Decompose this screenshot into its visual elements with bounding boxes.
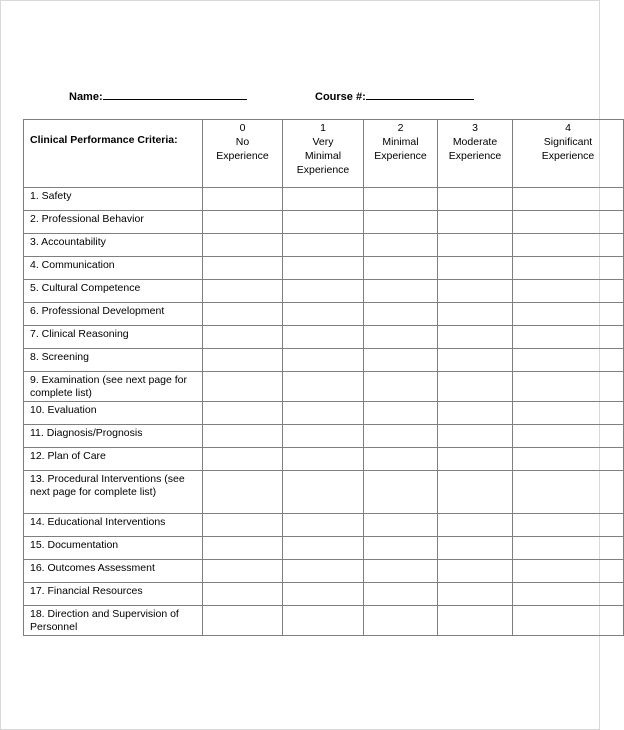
name-label: Name: [69,91,103,103]
criteria-label: 1. Safety [24,188,203,211]
rating-cell[interactable] [203,583,283,606]
criteria-label: 3. Accountability [24,234,203,257]
rating-cell[interactable] [364,471,438,514]
table-row [24,280,624,303]
table-row [24,234,624,257]
rating-cell[interactable] [513,211,624,234]
rating-cell[interactable] [283,303,364,326]
table-row [24,425,624,448]
criteria-label: 15. Documentation [24,537,203,560]
rating-cell[interactable] [513,326,624,349]
column-header: 1 Very Minimal Experience [283,120,364,188]
criteria-label: 6. Professional Development [24,303,203,326]
table-row [24,606,624,636]
rating-cell[interactable] [283,583,364,606]
performance-table-wrapper [23,119,600,633]
rating-cell[interactable] [364,303,438,326]
rating-cell[interactable] [203,234,283,257]
rating-cell[interactable] [513,257,624,280]
rating-cell[interactable] [513,402,624,425]
rating-cell[interactable] [203,448,283,471]
rating-cell[interactable] [203,402,283,425]
column-header: 4 Significant Experience [513,120,624,188]
rating-cell[interactable] [364,514,438,537]
rating-cell[interactable] [513,471,624,514]
rating-cell[interactable] [203,188,283,211]
rating-cell[interactable] [438,402,513,425]
course-label: Course #: [315,91,366,103]
rating-cell[interactable] [283,372,364,402]
rating-cell[interactable] [364,537,438,560]
rating-cell[interactable] [283,560,364,583]
rating-cell[interactable] [438,326,513,349]
criteria-label: 13. Procedural Interventions (see next page for complete list) [24,471,203,514]
table-row [24,188,624,211]
table-row [24,402,624,425]
rating-cell[interactable] [364,425,438,448]
table-row [24,514,624,537]
rating-cell[interactable] [364,188,438,211]
rating-cell[interactable] [364,402,438,425]
course-blank-line[interactable] [366,89,474,100]
rating-cell[interactable] [364,257,438,280]
rating-cell[interactable] [283,514,364,537]
table-row [24,326,624,349]
rating-cell[interactable] [203,514,283,537]
criteria-label: 9. Examination (see next page for complete list) [24,372,203,402]
rating-cell[interactable] [203,326,283,349]
rating-cell[interactable] [283,425,364,448]
table-row [24,372,624,402]
rating-cell[interactable] [283,280,364,303]
rating-cell[interactable] [513,425,624,448]
rating-cell[interactable] [438,211,513,234]
table-row [24,560,624,583]
rating-cell[interactable] [364,448,438,471]
rating-cell[interactable] [438,583,513,606]
criteria-label: 5. Cultural Competence [24,280,203,303]
rating-cell[interactable] [203,257,283,280]
criteria-label: 16. Outcomes Assessment [24,560,203,583]
rating-cell[interactable] [283,402,364,425]
rating-cell[interactable] [283,211,364,234]
criteria-label: 17. Financial Resources [24,583,203,606]
rating-cell[interactable] [203,372,283,402]
table-row [24,211,624,234]
rating-cell[interactable] [283,188,364,211]
rating-cell[interactable] [283,537,364,560]
table-row [24,537,624,560]
rating-cell[interactable] [283,606,364,636]
rating-cell[interactable] [513,514,624,537]
rating-cell[interactable] [513,583,624,606]
rating-cell[interactable] [438,349,513,372]
criteria-label: 8. Screening [24,349,203,372]
table-row [24,303,624,326]
criteria-header: Clinical Performance Criteria: [24,120,203,188]
rating-cell[interactable] [364,372,438,402]
rating-cell[interactable] [438,372,513,402]
name-field[interactable] [69,89,247,103]
rating-cell[interactable] [513,372,624,402]
rating-cell[interactable] [513,448,624,471]
rating-cell[interactable] [203,349,283,372]
criteria-label: 4. Communication [24,257,203,280]
criteria-label: 2. Professional Behavior [24,211,203,234]
rating-cell[interactable] [513,349,624,372]
table-row [24,349,624,372]
rating-cell[interactable] [364,234,438,257]
rating-cell[interactable] [438,425,513,448]
course-field[interactable] [315,89,474,103]
rating-cell[interactable] [438,303,513,326]
rating-cell[interactable] [203,537,283,560]
rating-cell[interactable] [203,211,283,234]
name-blank-line[interactable] [103,89,247,100]
rating-cell[interactable] [283,471,364,514]
column-header: 2 Minimal Experience [364,120,438,188]
rating-cell[interactable] [203,471,283,514]
rating-cell[interactable] [364,211,438,234]
table-row [24,583,624,606]
rating-cell[interactable] [364,606,438,636]
rating-cell[interactable] [513,188,624,211]
rating-cell[interactable] [283,448,364,471]
rating-cell[interactable] [438,537,513,560]
rating-cell[interactable] [364,326,438,349]
rating-cell[interactable] [203,303,283,326]
rating-cell[interactable] [283,349,364,372]
rating-cell[interactable] [438,606,513,636]
rating-cell[interactable] [513,560,624,583]
rating-cell[interactable] [438,560,513,583]
rating-cell[interactable] [364,583,438,606]
rating-cell[interactable] [438,471,513,514]
rating-cell[interactable] [364,560,438,583]
criteria-label: 12. Plan of Care [24,448,203,471]
table-row [24,257,624,280]
criteria-label: 14. Educational Interventions [24,514,203,537]
performance-table [23,119,624,636]
column-header: 3 Moderate Experience [438,120,513,188]
rating-cell[interactable] [364,280,438,303]
rating-cell[interactable] [283,326,364,349]
rating-cell[interactable] [438,448,513,471]
rating-cell[interactable] [203,606,283,636]
rating-cell[interactable] [283,234,364,257]
rating-cell[interactable] [203,560,283,583]
rating-cell[interactable] [513,234,624,257]
rating-cell[interactable] [513,280,624,303]
table-row [24,448,624,471]
column-header: 0 No Experience [203,120,283,188]
criteria-label: 7. Clinical Reasoning [24,326,203,349]
rating-cell[interactable] [364,349,438,372]
table-header-row [24,120,624,188]
criteria-label: 11. Diagnosis/Prognosis [24,425,203,448]
rating-cell[interactable] [283,257,364,280]
criteria-label: 10. Evaluation [24,402,203,425]
rating-cell[interactable] [203,280,283,303]
table-row [24,471,624,514]
rating-cell[interactable] [438,234,513,257]
rating-cell[interactable] [513,606,624,636]
criteria-label: 18. Direction and Supervision of Personnel [24,606,203,636]
rating-cell[interactable] [513,537,624,560]
rating-cell[interactable] [438,514,513,537]
rating-cell[interactable] [438,280,513,303]
rating-cell[interactable] [438,257,513,280]
rating-cell[interactable] [438,188,513,211]
rating-cell[interactable] [203,425,283,448]
rating-cell[interactable] [513,303,624,326]
